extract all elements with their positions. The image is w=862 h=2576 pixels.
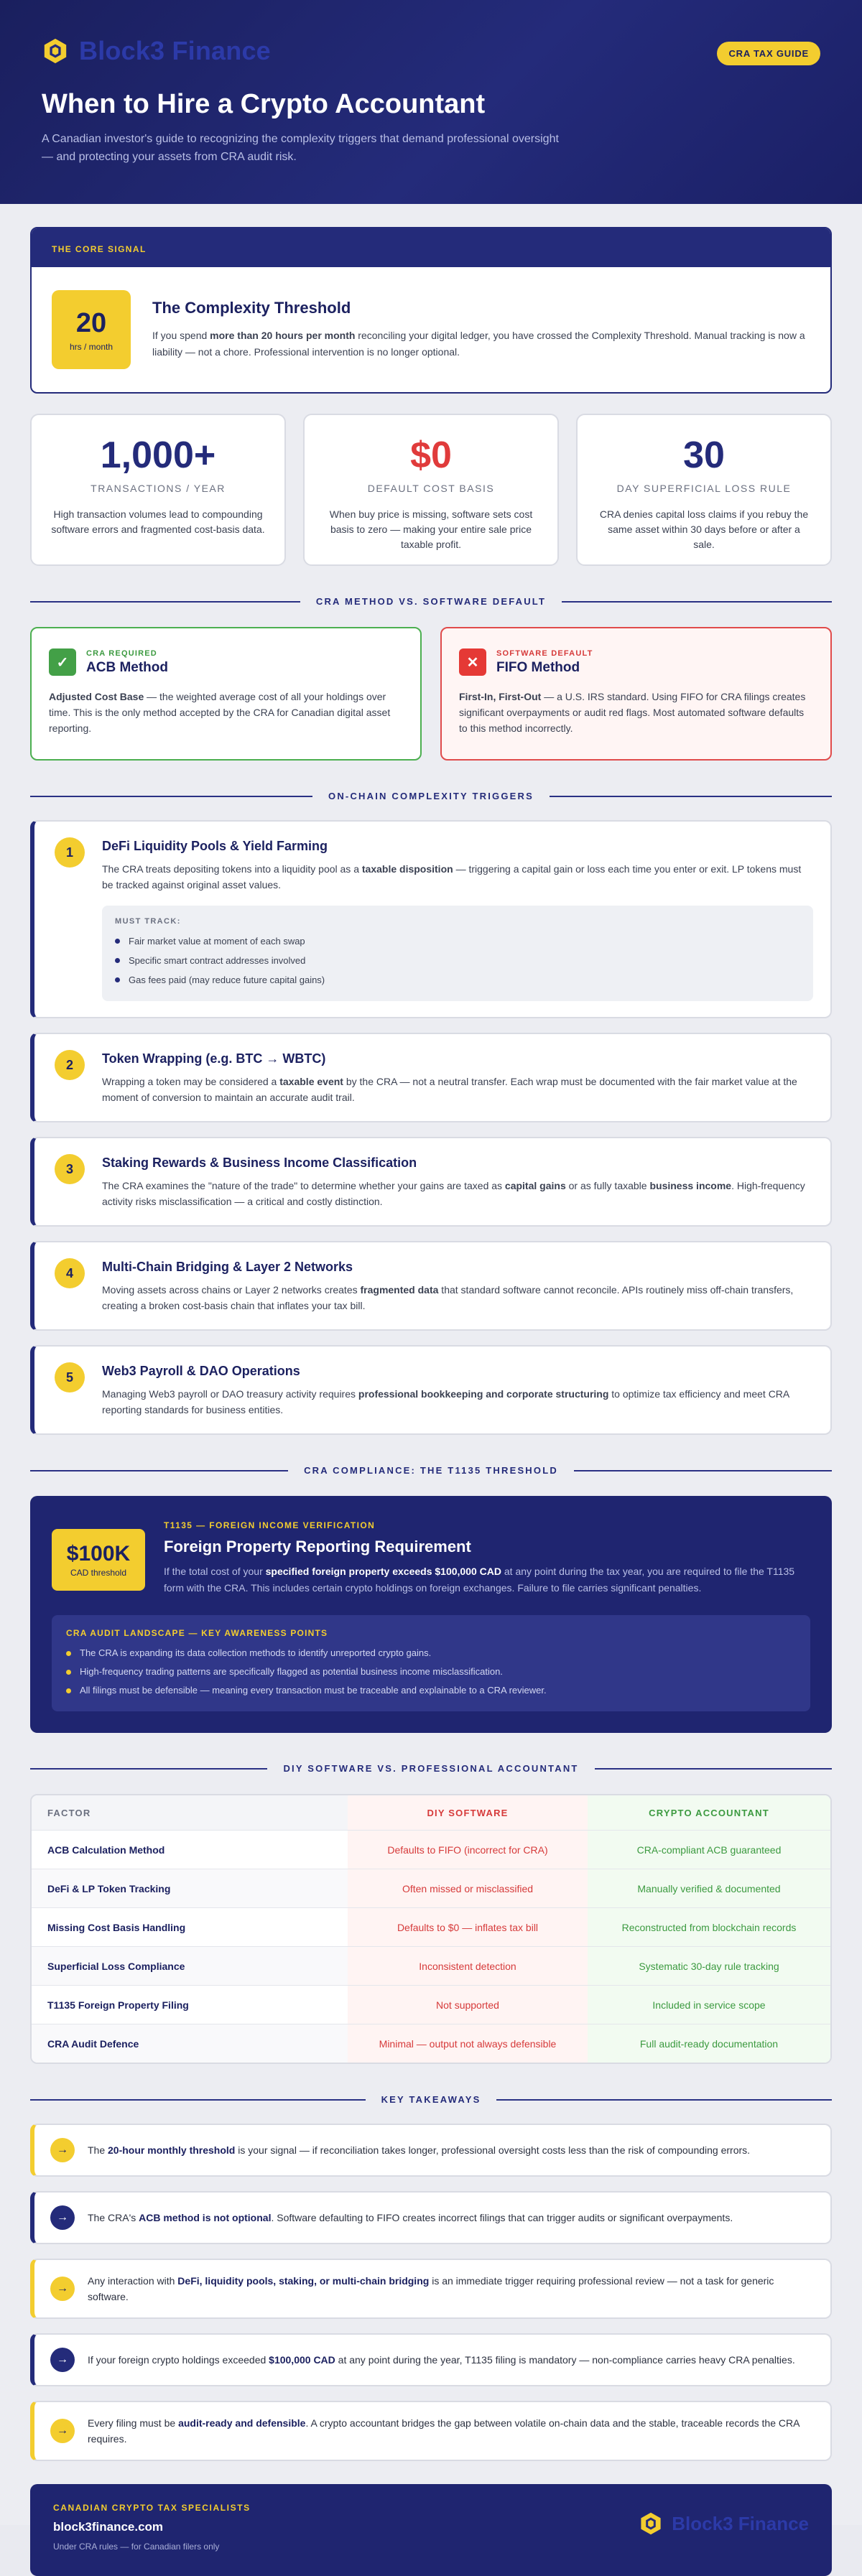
column-header: CRYPTO ACCOUNTANT	[588, 1795, 830, 1830]
footer-brand[interactable]	[639, 2511, 809, 2536]
page-title: When to Hire a Crypto Accountant	[42, 89, 486, 119]
hexagon-logo-icon	[639, 2511, 663, 2536]
takeaway-part: If your foreign crypto holdings exceeded	[88, 2354, 269, 2366]
methods-row	[30, 627, 832, 761]
trigger-body	[102, 837, 813, 1001]
t1135-bold: specified foreign property exceeds $100,000 CAD	[265, 1566, 501, 1577]
core-stat-badge	[52, 290, 131, 369]
arrow-right-icon: →	[50, 2419, 75, 2443]
list-item: All filings must be defensible — meaning every transaction must be traceable and explainable to a CRA reviewer.	[66, 1681, 796, 1700]
stat-description: When buy price is missing, software sets cost basis to zero — making your entire sale price taxable profit.	[329, 508, 533, 550]
trigger-text: Managing Web3 payroll or DAO treasury activity requires	[102, 1388, 358, 1400]
section-divider-triggers	[30, 791, 832, 801]
table-cell-accountant: Systematic 30-day rule tracking	[588, 1947, 830, 1985]
trigger-text: by the CRA — not a neutral transfer. Each wrap must be documented with the fair market value at the moment of conversion to maintain an accurate audit trail.	[102, 1076, 797, 1103]
column-header: DIY SOFTWARE	[348, 1795, 588, 1830]
stat-label: DEFAULT COST BASIS	[367, 483, 495, 494]
takeaway-card	[30, 2124, 832, 2177]
t1135-amount: $100K	[66, 1542, 131, 1566]
column-header: FACTOR	[47, 1807, 91, 1818]
stat-card	[303, 414, 559, 566]
stat-value: 30	[683, 434, 725, 476]
table-row	[32, 1946, 830, 1985]
table-cell-diy: Defaults to $0 — inflates tax bill	[348, 1908, 588, 1946]
table-cell-accountant: CRA-compliant ACB guaranteed	[588, 1831, 830, 1869]
core-signal-body	[32, 267, 830, 392]
method-tag: CRA REQUIRED	[86, 648, 157, 658]
divider-line	[595, 1768, 832, 1770]
table-cell-diy: Minimal — output not always defensible	[348, 2024, 588, 2063]
takeaway-card	[30, 2333, 832, 2386]
fifo-method-card	[440, 627, 832, 761]
trigger-bold: business income	[649, 1180, 732, 1191]
table-cell-factor: ACB Calculation Method	[47, 1843, 165, 1856]
core-stat-unit: hrs / month	[69, 341, 113, 352]
stat-value: 1,000+	[100, 434, 216, 476]
t1135-amount-badge	[52, 1529, 145, 1591]
t1135-tag: T1135 — FOREIGN INCOME VERIFICATION	[164, 1520, 376, 1530]
divider-line	[30, 1470, 288, 1471]
method-titles	[496, 649, 593, 676]
stat-card	[576, 414, 832, 566]
trigger-number: 3	[55, 1154, 85, 1184]
method-bold: Adjusted Cost Base	[49, 691, 144, 702]
list-item: Specific smart contract addresses involved	[115, 951, 800, 970]
trigger-text: — triggering a capital gain or loss each time you enter or exit. LP tokens must be tracked against original asset values.	[102, 863, 802, 891]
table-cell-accountant: Manually verified & documented	[588, 1869, 830, 1907]
takeaway-bold: ACB method is not optional	[139, 2212, 272, 2223]
arrow-right-icon: →	[50, 2138, 75, 2162]
method-titles	[86, 649, 168, 676]
arrow-right-icon: →	[50, 2205, 75, 2230]
takeaway-text	[88, 2210, 733, 2226]
stat-value: $0	[410, 434, 452, 476]
section-divider-compare	[30, 1763, 832, 1774]
takeaway-bold: audit-ready and defensible	[178, 2417, 306, 2429]
takeaway-bold: $100,000 CAD	[269, 2354, 335, 2366]
page-subtitle: A Canadian investor's guide to recognizing the complexity triggers that demand professional oversight — and protecting your assets from CRA audit risk.	[42, 133, 559, 163]
stat-label: DAY SUPERFICIAL LOSS RULE	[616, 483, 792, 494]
trigger-body	[102, 1050, 813, 1105]
hexagon-logo-icon	[42, 37, 69, 65]
table-cell-diy: Not supported	[348, 1986, 588, 2024]
trigger-body	[102, 1362, 813, 1418]
takeaway-text	[88, 2415, 815, 2447]
trigger-card	[30, 820, 832, 1018]
table-row	[32, 2024, 830, 2063]
takeaway-part: is an immediate trigger requiring professional review — not a task for generic software.	[88, 2275, 774, 2302]
trigger-bold: taxable event	[279, 1076, 343, 1087]
trigger-text: to optimize tax efficiency and meet CRA reporting standards for business entities.	[102, 1388, 789, 1415]
core-stat-value: 20	[75, 307, 107, 338]
section-heading: CRA COMPLIANCE: THE T1135 THRESHOLD	[304, 1465, 558, 1476]
footer-site-link[interactable]: block3finance.com	[53, 2520, 164, 2534]
guide-badge: CRA TAX GUIDE	[717, 42, 820, 65]
t1135-amount-label: CAD threshold	[70, 1568, 127, 1578]
trigger-description	[102, 861, 813, 893]
stat-description: High transaction volumes lead to compounding software errors and fragmented cost-basis data.	[51, 508, 265, 535]
list-item: The CRA is expanding its data collection methods to identify unreported crypto gains.	[66, 1644, 796, 1663]
table-cell-diy: Often missed or misclassified	[348, 1869, 588, 1907]
table-row	[32, 1869, 830, 1907]
table-row	[32, 1907, 830, 1946]
stats-row	[30, 414, 832, 566]
trigger-bold: professional bookkeeping and corporate structuring	[358, 1388, 609, 1400]
t1135-text: at any point during the tax year, you are required to file the T1135 form with the CRA. This includes certain crypto holdings on foreign exchanges. Failure to file carries significant penalties.	[164, 1566, 795, 1594]
main-content	[0, 227, 862, 2576]
method-tag: SOFTWARE DEFAULT	[496, 648, 593, 658]
trigger-card	[30, 1033, 832, 1122]
table-cell-accountant: Included in service scope	[588, 1986, 830, 2024]
trigger-description	[102, 1074, 813, 1105]
divider-line	[574, 1470, 832, 1471]
trigger-text: or as fully taxable	[565, 1180, 650, 1191]
arrow-right-icon: →	[50, 2348, 75, 2372]
must-track-box	[102, 906, 813, 1001]
divider-line	[30, 796, 312, 797]
t1135-top	[52, 1520, 810, 1596]
trigger-text: The CRA examines the "nature of the trade" to determine whether your gains are taxed as	[102, 1180, 505, 1191]
divider-line	[496, 2099, 832, 2101]
core-text-bold: more than 20 hours per month	[210, 330, 356, 341]
divider-line	[30, 1768, 267, 1770]
trigger-title: DeFi Liquidity Pools & Yield Farming	[102, 839, 328, 853]
trigger-bold: taxable disposition	[361, 863, 453, 875]
takeaway-part: is your signal — if reconciliation takes longer, professional oversight costs less than the risk of compounding errors.	[235, 2144, 751, 2156]
check-icon: ✓	[49, 648, 76, 676]
method-description	[459, 689, 813, 736]
brand-name: Block3 Finance	[79, 36, 271, 65]
section-heading: KEY TAKEAWAYS	[381, 2094, 481, 2105]
takeaway-part: . A crypto accountant bridges the gap between volatile on-chain data and the stable, traceable records the CRA requires.	[88, 2417, 800, 2445]
divider-line	[562, 601, 832, 603]
trigger-number: 2	[55, 1050, 85, 1080]
trigger-card	[30, 1137, 832, 1227]
trigger-title: Staking Rewards & Business Income Classification	[102, 1156, 417, 1170]
audit-landscape-box	[52, 1615, 810, 1711]
table-cell-factor: Superficial Loss Compliance	[32, 1947, 348, 1985]
divider-line	[550, 796, 832, 797]
arrow-right-icon: →	[50, 2277, 75, 2301]
stat-description: CRA denies capital loss claims if you rebuy the same asset within 30 days before or after a sale.	[599, 508, 809, 550]
stat-card	[30, 414, 286, 566]
t1135-card	[30, 1496, 832, 1733]
trigger-number: 4	[55, 1258, 85, 1288]
trigger-text: Wrapping a token may be considered a	[102, 1076, 280, 1087]
trigger-bold: capital gains	[504, 1180, 566, 1191]
trigger-description	[102, 1282, 813, 1313]
table-header-row	[32, 1795, 830, 1830]
table-cell-factor: DeFi & LP Token Tracking	[32, 1869, 348, 1907]
table-cell-accountant: Full audit-ready documentation	[588, 2024, 830, 2063]
must-track-label: MUST TRACK:	[115, 917, 181, 926]
method-text: — the weighted average cost of all your holdings over time. This is the only method accepted by the CRA for Canadian digital asset reporting.	[49, 691, 391, 734]
takeaway-part: Every filing must be	[88, 2417, 179, 2429]
trigger-description	[102, 1386, 813, 1418]
core-text-b: reconciling your digital ledger, you have crossed the Complexity Threshold. Manual tracking is now a liability — not a chore. Professional intervention is no longer optional.	[152, 330, 805, 358]
takeaway-part: The CRA's	[88, 2212, 139, 2223]
takeaway-bold: DeFi, liquidity pools, staking, or multi-chain bridging	[177, 2275, 430, 2287]
section-divider-takeaways	[30, 2094, 832, 2105]
divider-line	[30, 601, 300, 603]
section-heading: CRA METHOD VS. SOFTWARE DEFAULT	[315, 596, 547, 607]
t1135-description	[164, 1563, 810, 1596]
t1135-info	[164, 1520, 810, 1596]
trigger-body	[102, 1258, 813, 1313]
trigger-text: Moving assets across chains or Layer 2 networks creates	[102, 1284, 361, 1296]
footer-note: Under CRA rules — for Canadian filers only	[53, 2542, 220, 2552]
section-divider-compliance	[30, 1465, 832, 1476]
t1135-text: If the total cost of your	[164, 1566, 266, 1577]
list-item: Fair market value at moment of each swap	[115, 931, 800, 951]
table-cell-factor: CRA Audit Defence	[32, 2024, 348, 2063]
method-title: ACB Method	[86, 659, 168, 675]
list-item: High-frequency trading patterns are specifically flagged as potential business income misclassification.	[66, 1663, 796, 1681]
trigger-number: 5	[55, 1362, 85, 1392]
trigger-title: Web3 Payroll & DAO Operations	[102, 1364, 300, 1378]
takeaway-part: . Software defaulting to FIFO creates incorrect filings that can trigger audits or significant overpayments.	[271, 2212, 733, 2223]
takeaway-card	[30, 2401, 832, 2461]
must-track-list	[115, 931, 800, 990]
section-divider-method	[30, 596, 832, 607]
acb-method-card	[30, 627, 422, 761]
table-row	[32, 1985, 830, 2024]
method-head	[459, 648, 813, 676]
close-icon: ✕	[459, 648, 486, 676]
trigger-title: Token Wrapping (e.g. BTC → WBTC)	[102, 1051, 326, 1066]
audit-list	[66, 1644, 796, 1700]
takeaway-part: at any point during the year, T1135 filing is mandatory — non-compliance carries heavy CRA penalties.	[335, 2354, 795, 2366]
divider-line	[30, 2099, 366, 2101]
table-cell-diy: Defaults to FIFO (incorrect for CRA)	[348, 1831, 588, 1869]
takeaway-text	[88, 2142, 750, 2158]
footer-tag: CANADIAN CRYPTO TAX SPECIALISTS	[53, 2503, 251, 2513]
table-cell-diy: Inconsistent detection	[348, 1947, 588, 1985]
takeaway-text	[88, 2273, 815, 2305]
trigger-card	[30, 1241, 832, 1331]
takeaway-card	[30, 2191, 832, 2244]
trigger-description	[102, 1178, 813, 1209]
takeaway-bold: 20-hour monthly threshold	[108, 2144, 236, 2156]
method-text: — a U.S. IRS standard. Using FIFO for CRA filings creates significant overpayments or audit red flags. Most automated software defaults to this method incorrectly.	[459, 691, 806, 734]
section-heading: ON-CHAIN COMPLEXITY TRIGGERS	[328, 791, 534, 801]
core-description	[152, 327, 810, 361]
table-cell-factor: Missing Cost Basis Handling	[47, 1921, 186, 1933]
trigger-title: Multi-Chain Bridging & Layer 2 Networks	[102, 1260, 353, 1274]
trigger-number: 1	[55, 837, 85, 868]
takeaway-text	[88, 2352, 795, 2368]
trigger-text: that standard software cannot reconcile. APIs routinely miss off-chain transfers, creating a broken cost-basis chain that inflates your tax bill.	[102, 1284, 794, 1311]
brand[interactable]	[42, 36, 820, 66]
audit-label: CRA AUDIT LANDSCAPE — KEY AWARENESS POINTS	[66, 1628, 328, 1638]
core-text	[152, 299, 810, 361]
table-row	[32, 1830, 830, 1869]
table-cell-factor: T1135 Foreign Property Filing	[47, 1999, 189, 2011]
method-description	[49, 689, 403, 736]
core-title: The Complexity Threshold	[152, 299, 351, 317]
takeaway-part: Any interaction with	[88, 2275, 178, 2287]
list-item: Gas fees paid (may reduce future capital gains)	[115, 970, 800, 990]
section-heading: DIY SOFTWARE VS. PROFESSIONAL ACCOUNTANT	[283, 1763, 579, 1774]
footer-brand-name: Block3 Finance	[672, 2512, 809, 2534]
t1135-title: Foreign Property Reporting Requirement	[164, 1538, 471, 1556]
stat-label: TRANSACTIONS / YEAR	[91, 483, 226, 494]
takeaway-part: The	[88, 2144, 108, 2156]
method-title: FIFO Method	[496, 659, 580, 675]
method-bold: First-In, First-Out	[459, 691, 542, 702]
core-signal-label: THE CORE SIGNAL	[32, 228, 830, 267]
trigger-text: . High-frequency activity risks misclassification — a critical and costly distinction.	[102, 1180, 805, 1207]
comparison-table	[30, 1794, 832, 2064]
takeaway-card	[30, 2259, 832, 2319]
hero-header	[0, 0, 862, 204]
table-cell-accountant: Reconstructed from blockchain records	[588, 1908, 830, 1946]
trigger-bold: fragmented data	[360, 1284, 439, 1296]
trigger-card	[30, 1345, 832, 1435]
trigger-text: The CRA treats depositing tokens into a liquidity pool as a	[102, 863, 362, 875]
core-signal-card	[30, 227, 832, 394]
trigger-body	[102, 1154, 813, 1209]
method-head	[49, 648, 403, 676]
core-text-a: If you spend	[152, 330, 210, 341]
footer	[30, 2484, 832, 2576]
